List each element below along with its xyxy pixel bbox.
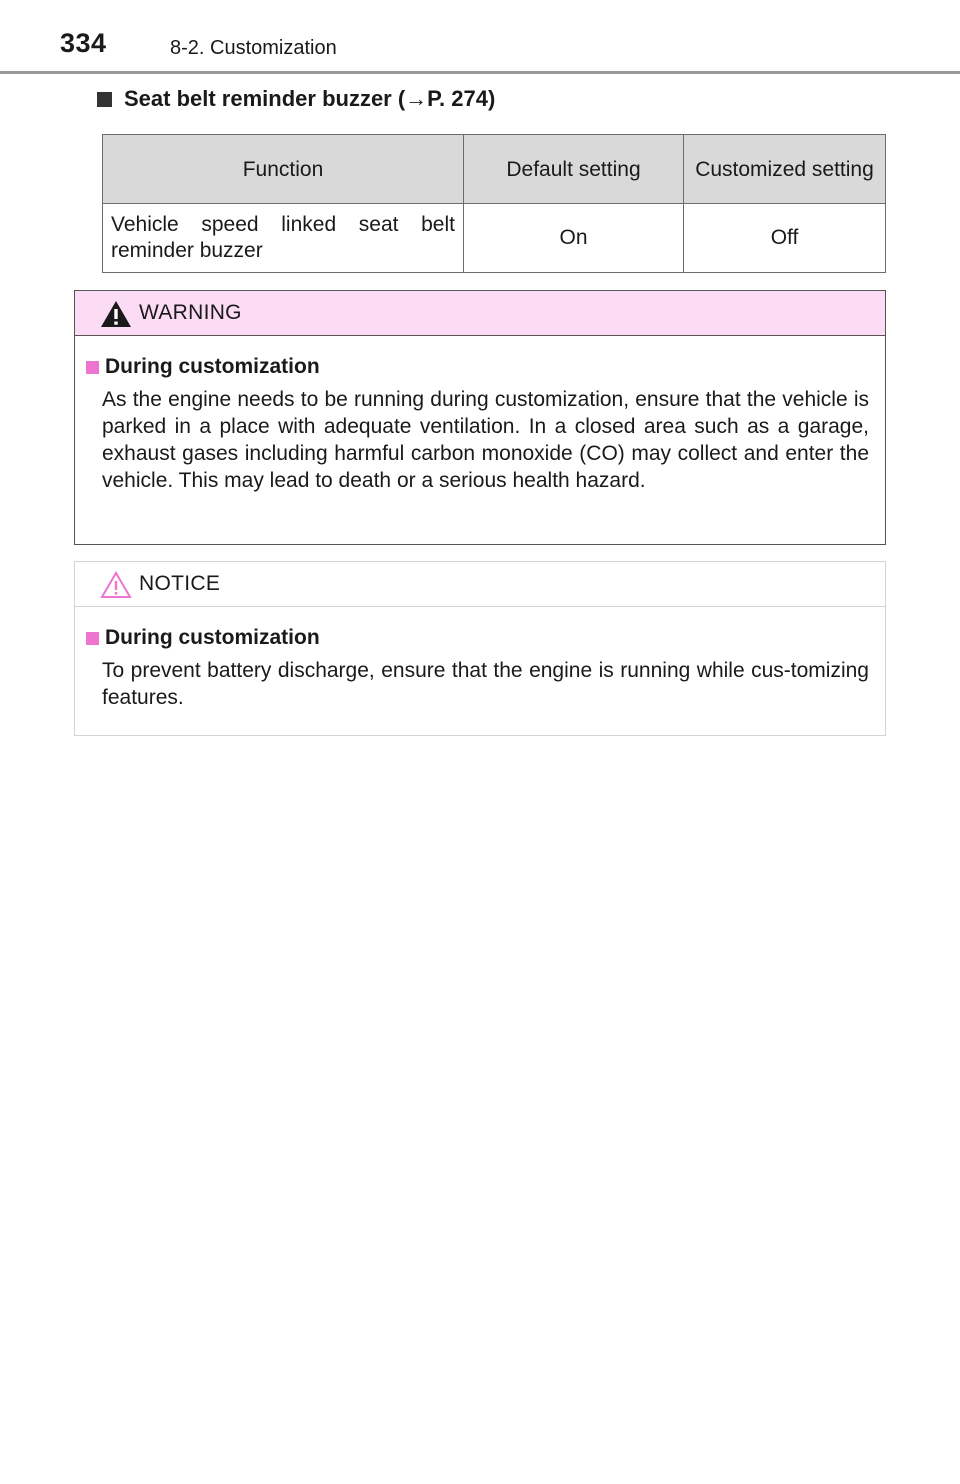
- table-row: [103, 204, 886, 273]
- notice-subheading: [86, 626, 869, 650]
- cell-customized: Off: [684, 204, 886, 273]
- page-number: 334: [60, 28, 107, 58]
- page-header: [0, 0, 960, 76]
- warning-subheading-text: During customization: [105, 355, 320, 378]
- warning-triangle-icon: [99, 299, 133, 329]
- pink-square-bullet-icon: [86, 361, 99, 374]
- header-rule: [0, 71, 960, 74]
- cell-function: Vehicle speed linked seat belt reminder buzzer: [103, 204, 464, 273]
- caution-triangle-outline-icon: [99, 570, 133, 600]
- warning-subheading: [86, 355, 869, 379]
- square-bullet-icon: [97, 92, 112, 107]
- warning-box: [74, 290, 886, 545]
- section-label: 8-2. Customization: [170, 37, 337, 59]
- warning-body: [75, 336, 885, 494]
- column-header-function: Function: [103, 135, 464, 204]
- notice-box: [74, 561, 886, 736]
- customization-table: [102, 134, 886, 273]
- notice-text: To prevent battery discharge, ensure that the engine is running while cus-tomizing features.: [102, 659, 869, 709]
- warning-title-bar: [75, 291, 885, 336]
- pink-square-bullet-icon: [86, 632, 99, 645]
- column-header-default: Default setting: [464, 135, 684, 204]
- notice-title-bar: [75, 562, 885, 607]
- warning-title: WARNING: [139, 301, 242, 324]
- section-heading: [97, 86, 495, 112]
- notice-body: [75, 607, 885, 711]
- notice-title: NOTICE: [139, 572, 221, 595]
- column-header-customized: Customized setting: [684, 135, 886, 204]
- warning-text: As the engine needs to be running during customization, ensure that the vehicle is parked in a place with adequate ventilation. In a closed area such as a garage, exhaust gases including harmful carbon monoxide (CO) may collect and enter the vehicle. This may lead to death or a serious health hazard.: [102, 388, 869, 492]
- notice-subheading-text: During customization: [105, 626, 320, 649]
- section-heading-text: Seat belt reminder buzzer (→P. 274): [124, 86, 496, 111]
- cell-default: On: [464, 204, 684, 273]
- table-header-row: [103, 135, 886, 204]
